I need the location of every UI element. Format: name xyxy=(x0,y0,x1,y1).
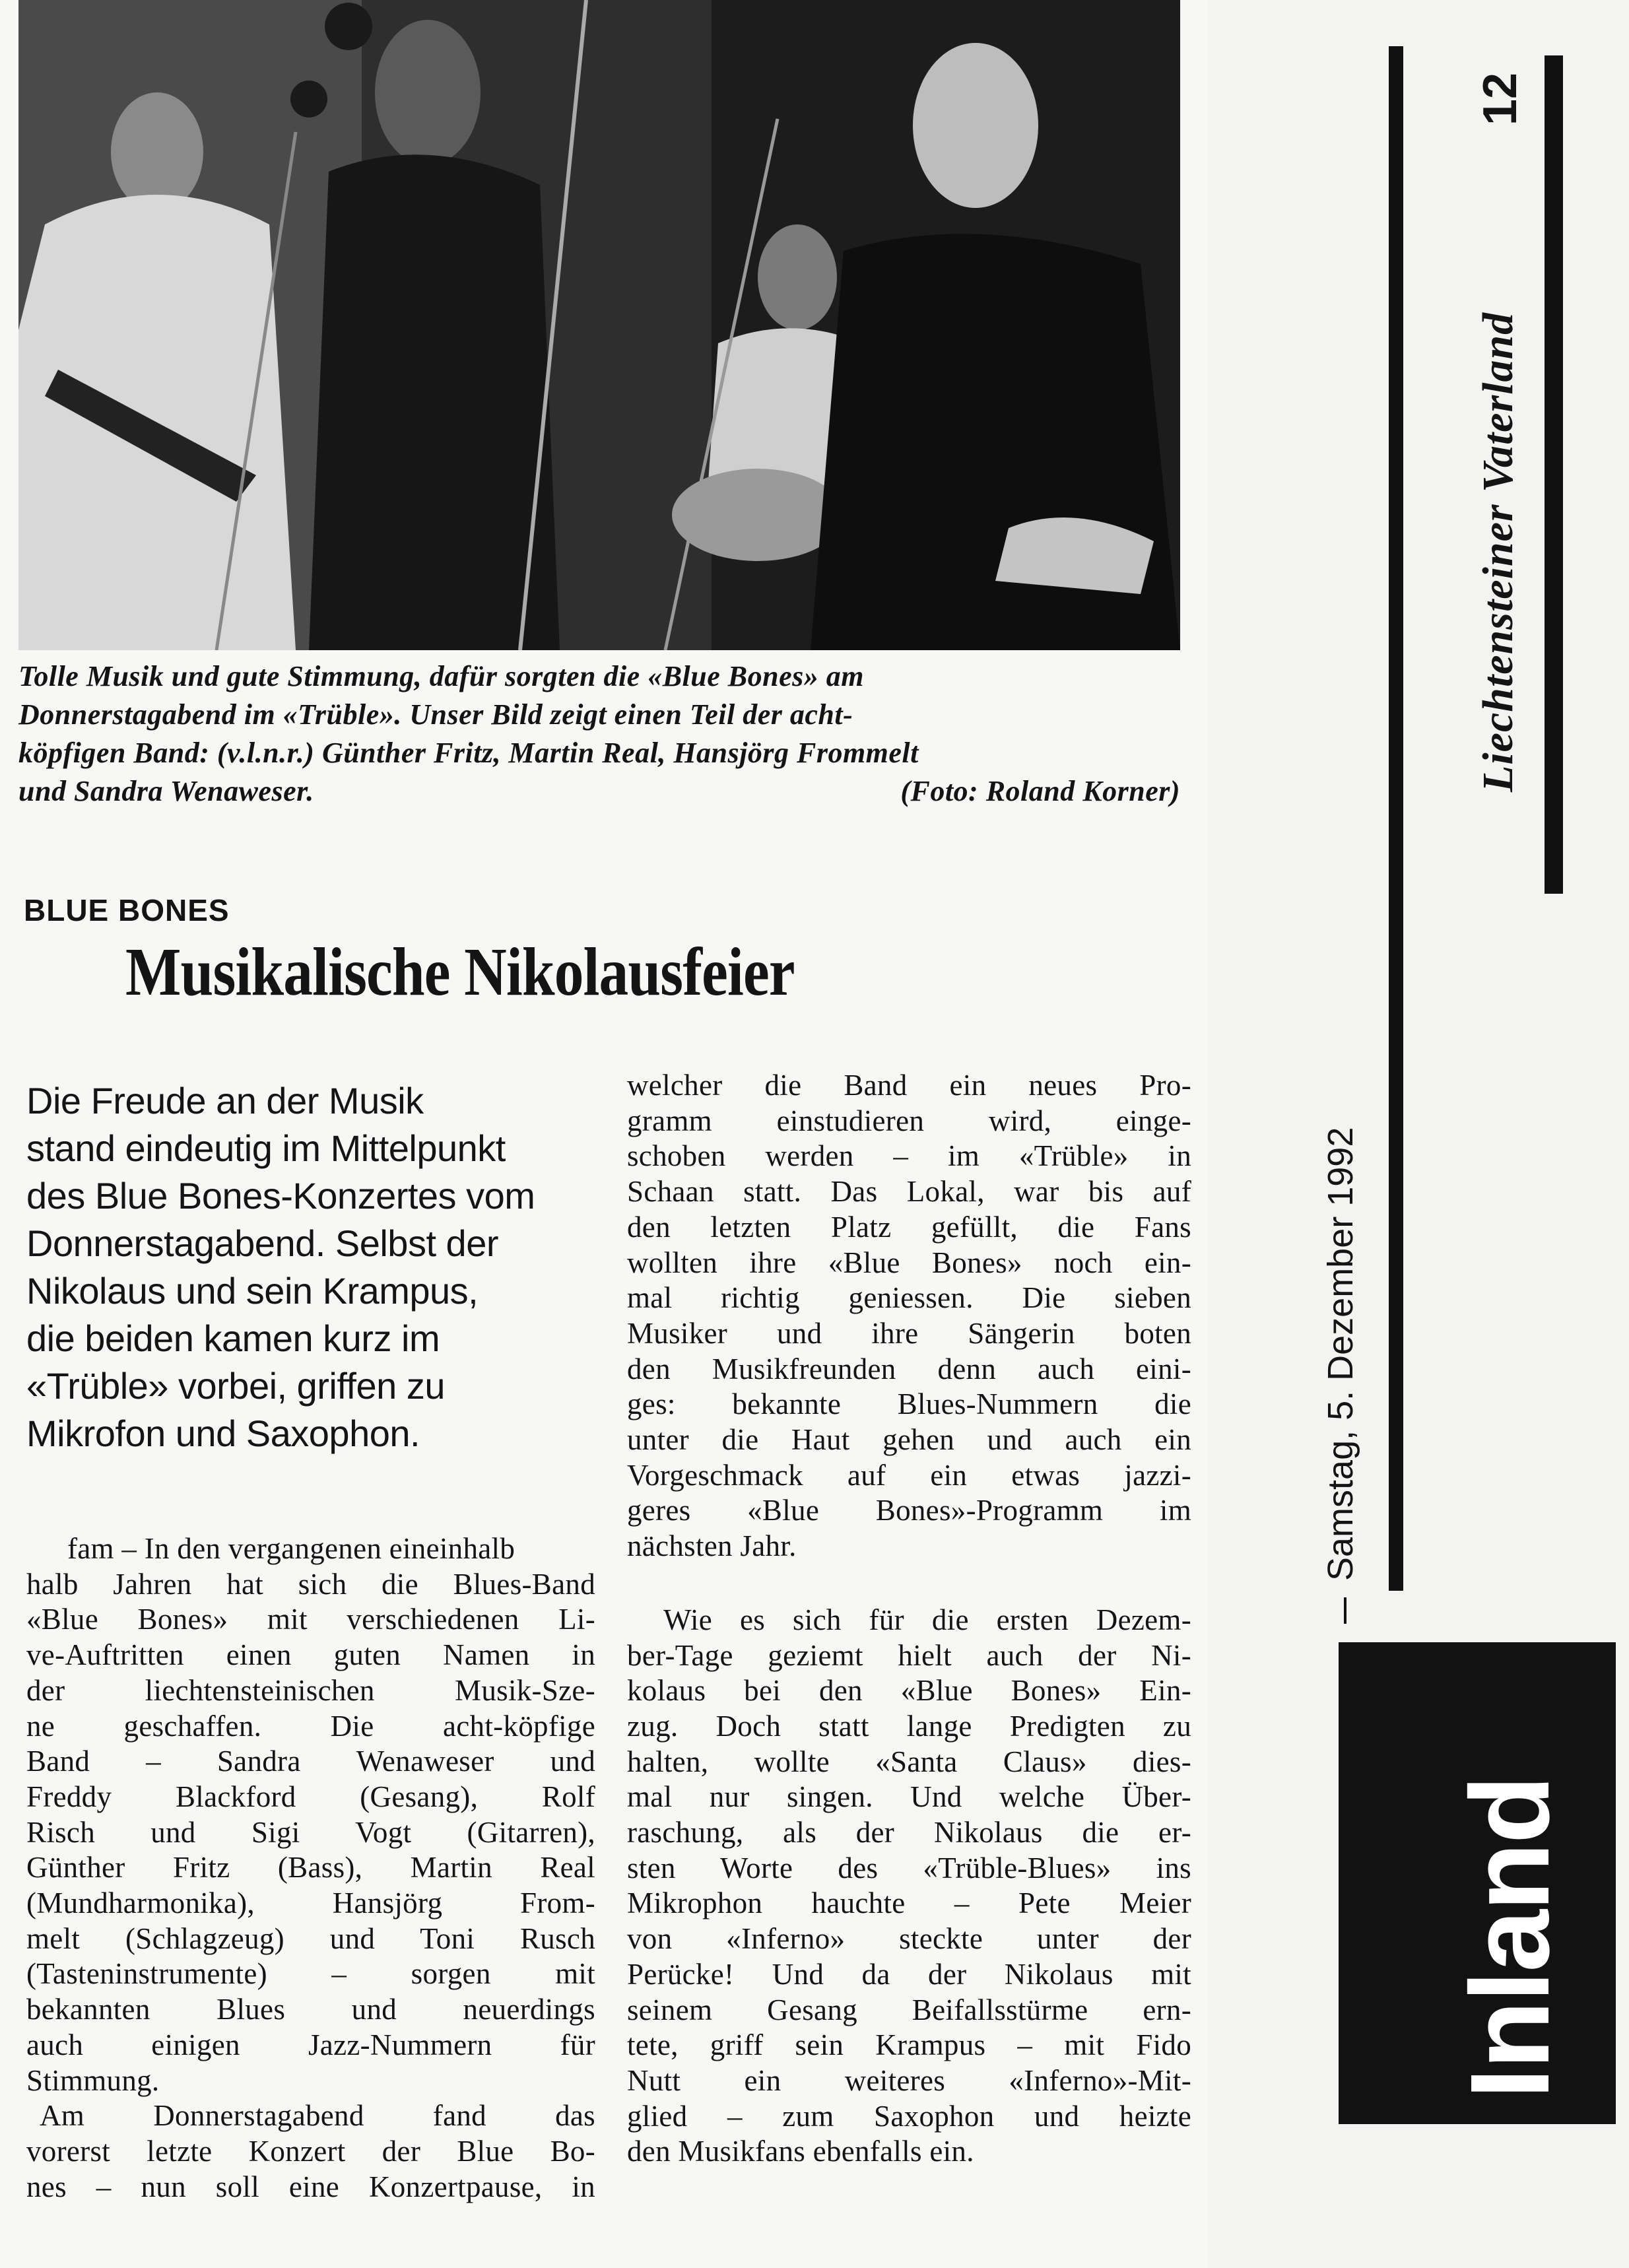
body-line: raschung, als der Nikolaus die er- xyxy=(627,1816,1191,1850)
band-photo xyxy=(18,0,1180,650)
body-line: ber-Tage geziemt hielt auch der Ni- xyxy=(627,1638,1191,1672)
body-line: glied – zum Saxophon und heizte xyxy=(627,2099,1191,2133)
body-line: kolaus bei den «Blue Bones» Ein- xyxy=(627,1674,1191,1708)
band-photo-image xyxy=(18,0,1180,650)
body-line: mal nur singen. Und welche Über- xyxy=(627,1780,1191,1814)
body-line: Nutt ein weiteres «Inferno»-Mit- xyxy=(627,2063,1191,2097)
article-column-right xyxy=(627,1068,1191,2170)
lead-line: des Blue Bones-Konzertes vom xyxy=(26,1175,535,1217)
body-line: bekannten Blues und neuerdings xyxy=(26,1993,595,2026)
body-line: (Mundharmonika), Hansjörg From- xyxy=(26,1886,595,1920)
body-line: nächsten Jahr. xyxy=(627,1529,797,1563)
masthead-rule-left xyxy=(1389,46,1403,1591)
lead-line: Donnerstagabend. Selbst der xyxy=(26,1222,498,1264)
body-line: fam – In den vergangenen eineinhalb xyxy=(67,1532,515,1565)
body-line: Schaan statt. Das Lokal, war bis auf xyxy=(627,1175,1191,1209)
lead-line: Nikolaus und sein Krampus, xyxy=(26,1270,479,1312)
photo-credit: (Foto: Roland Korner) xyxy=(900,775,1180,807)
article-kicker: BLUE BONES xyxy=(24,893,230,927)
lead-line: stand eindeutig im Mittelpunkt xyxy=(26,1127,506,1169)
body-line: der liechtensteinischen Musik-Sze- xyxy=(26,1673,595,1707)
publication-date: Samstag, 5. Dezember 1992 xyxy=(1321,1127,1360,1581)
body-line: «Blue Bones» mit verschiedenen Li- xyxy=(26,1603,595,1636)
body-line: nes – nun soll eine Konzertpause, in xyxy=(26,2170,595,2203)
body-line: tete, griff sein Krampus – mit Fido xyxy=(627,2028,1191,2062)
body-line: seinem Gesang Beifallsstürme ern- xyxy=(627,1993,1191,2026)
body-line: (Tasteninstrumente) – sorgen mit xyxy=(26,1957,595,1991)
body-line: den letzten Platz gefüllt, die Fans xyxy=(627,1210,1191,1244)
caption-line: und Sandra Wenaweser. xyxy=(18,775,314,807)
body-line: melt (Schlagzeug) und Toni Rusch xyxy=(26,1921,595,1955)
body-line: Freddy Blackford (Gesang), Rolf xyxy=(26,1780,595,1813)
body-line: Am Donnerstagabend fand das xyxy=(40,2099,595,2133)
article-headline: Musikalische Nikolausfeier xyxy=(125,934,795,1010)
body-line: Stimmung. xyxy=(26,2063,160,2097)
body-line: halten, wollte «Santa Claus» dies- xyxy=(627,1745,1191,1778)
body-line: unter die Haut gehen und auch ein xyxy=(627,1423,1191,1457)
body-line: vorerst letzte Konzert der Blue Bo- xyxy=(26,2134,595,2168)
body-line: mal richtig geniessen. Die sieben xyxy=(627,1281,1191,1315)
caption-line: köpfigen Band: (v.l.n.r.) Günther Fritz, Martin Real, Hansjörg Frommelt xyxy=(18,737,919,769)
body-line: Musiker und ihre Sängerin boten xyxy=(627,1316,1191,1350)
body-line: Mikrophon hauchte – Pete Meier xyxy=(627,1886,1191,1920)
masthead-rule-right xyxy=(1545,55,1563,894)
article-lead xyxy=(26,1077,594,1457)
body-line: schoben werden – im «Trüble» in xyxy=(627,1139,1191,1173)
body-line: zug. Doch statt lange Predigten zu xyxy=(627,1709,1191,1743)
body-line: Vorgeschmack auf ein etwas jazzi- xyxy=(627,1458,1191,1492)
body-line: wollten ihre «Blue Bones» noch ein- xyxy=(627,1246,1191,1279)
article-column-left xyxy=(26,1531,595,2205)
caption-line: Tolle Musik und gute Stimmung, dafür sorgten die «Blue Bones» am xyxy=(18,660,864,692)
body-line: ne geschaffen. Die acht-köpfige xyxy=(26,1709,595,1743)
date-rule xyxy=(1344,1597,1346,1624)
body-line: Risch und Sigi Vogt (Gitarren), xyxy=(26,1815,595,1849)
body-line: den Musikfreunden denn auch eini- xyxy=(627,1352,1191,1385)
lead-line: «Trüble» vorbei, griffen zu xyxy=(26,1365,445,1407)
lead-line: die beiden kamen kurz im xyxy=(26,1317,440,1359)
section-label: Inland xyxy=(1447,1776,1573,2099)
photo-caption xyxy=(18,657,1180,811)
body-line: gramm einstudieren wird, einge- xyxy=(627,1104,1191,1137)
body-line: den Musikfans ebenfalls ein. xyxy=(627,2135,974,2168)
body-line: ges: bekannte Blues-Nummern die xyxy=(627,1387,1191,1421)
lead-line: Mikrofon und Saxophon. xyxy=(26,1413,420,1454)
lead-line: Die Freude an der Musik xyxy=(26,1080,424,1121)
body-line: auch einigen Jazz-Nummern für xyxy=(26,2028,595,2061)
body-line: ve-Auftritten einen guten Namen in xyxy=(26,1638,595,1672)
body-line: Wie es sich für die ersten Dezem- xyxy=(663,1603,1191,1636)
newspaper-masthead: Liechtensteiner Vaterland xyxy=(1474,312,1522,792)
body-line: von «Inferno» steckte unter der xyxy=(627,1922,1191,1956)
body-line: halb Jahren hat sich die Blues-Band xyxy=(26,1567,595,1601)
body-line: Günther Fritz (Bass), Martin Real xyxy=(26,1851,595,1884)
body-line: sten Worte des «Trüble-Blues» ins xyxy=(627,1851,1191,1884)
body-line: welcher die Band ein neues Pro- xyxy=(627,1069,1191,1102)
body-line: Band – Sandra Wenaweser und xyxy=(26,1745,595,1778)
caption-line: Donnerstagabend im «Trüble». Unser Bild zeigt einen Teil der acht- xyxy=(18,698,853,731)
page-number: 12 xyxy=(1474,72,1527,125)
body-line: geres «Blue Bones»-Programm im xyxy=(627,1494,1191,1527)
body-line: Perücke! Und da der Nikolaus mit xyxy=(627,1957,1191,1991)
